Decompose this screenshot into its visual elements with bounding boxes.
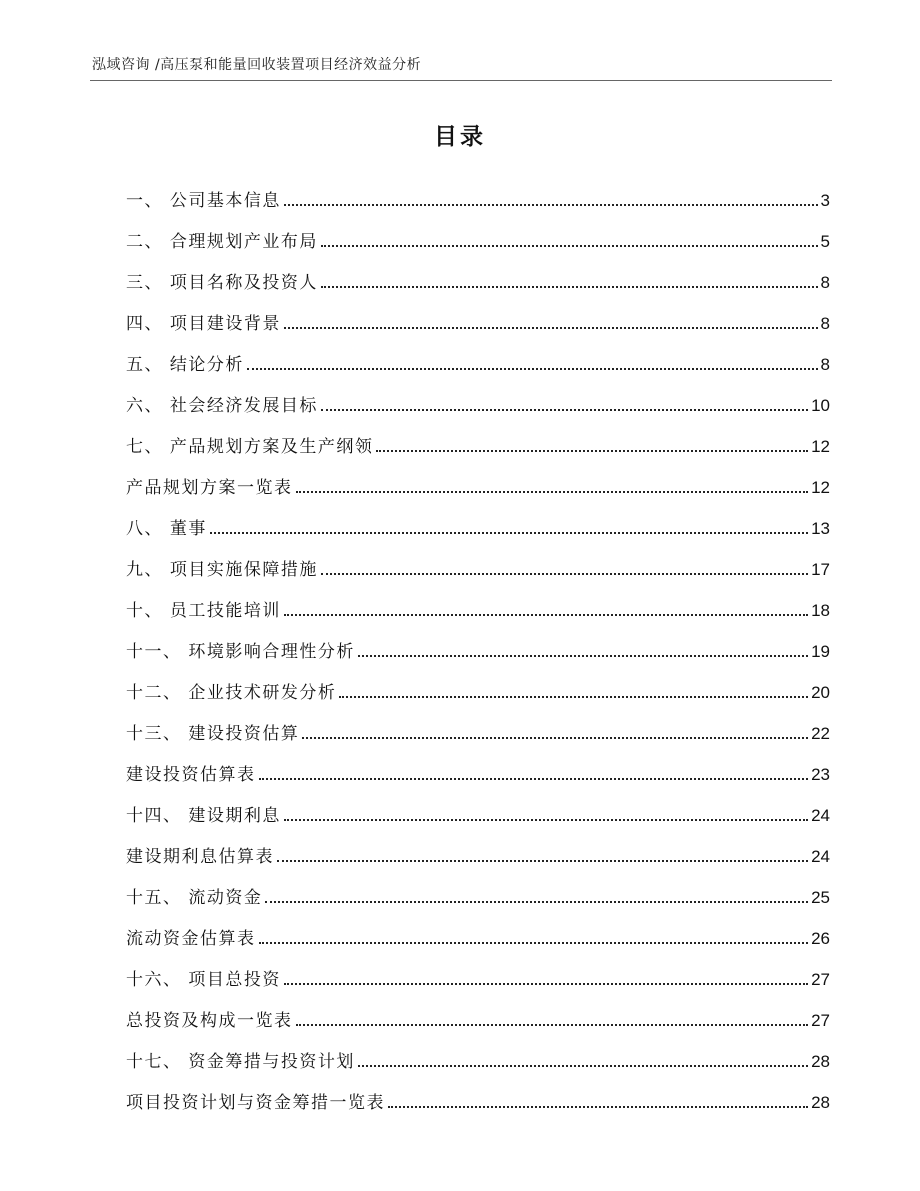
toc-leader-dots <box>388 1106 808 1108</box>
toc-leader-dots <box>284 327 818 329</box>
toc-entry-label: 十一、 环境影响合理性分析 <box>126 642 355 662</box>
toc-entry-label: 十、 员工技能培训 <box>126 601 281 621</box>
toc-entry-page: 27 <box>811 1011 830 1030</box>
toc-leader-dots <box>284 204 818 206</box>
toc-entry[interactable] <box>126 498 830 539</box>
toc-entry-page: 19 <box>811 642 830 661</box>
toc-entry-label: 八、 董事 <box>126 519 207 539</box>
toc-entry[interactable] <box>126 785 830 826</box>
toc-leader-dots <box>259 778 809 780</box>
toc-entry-page: 23 <box>811 765 830 784</box>
toc-entry-page: 24 <box>811 806 830 825</box>
toc-entry[interactable] <box>126 1031 830 1072</box>
toc-entry[interactable] <box>126 457 830 498</box>
toc-leader-dots <box>296 1024 809 1026</box>
toc-leader-dots <box>284 819 808 821</box>
toc-entry-page: 10 <box>811 396 830 415</box>
toc-entry-page: 12 <box>811 437 830 456</box>
toc-leader-dots <box>321 573 808 575</box>
toc-entry-page: 24 <box>811 847 830 866</box>
toc-leader-dots <box>321 286 818 288</box>
toc-entry-page: 25 <box>811 888 830 907</box>
toc-entry-label: 建设期利息估算表 <box>126 847 274 867</box>
toc-entry-label: 流动资金估算表 <box>126 929 256 949</box>
toc-leader-dots <box>284 983 808 985</box>
toc-entry-label: 十六、 项目总投资 <box>126 970 281 990</box>
header-divider <box>90 80 832 81</box>
toc-entry[interactable] <box>126 703 830 744</box>
toc-entry-label: 一、 公司基本信息 <box>126 191 281 211</box>
toc-entry-page: 3 <box>820 191 830 210</box>
toc-title: 目录 <box>434 124 486 150</box>
toc-entry-page: 13 <box>811 519 830 538</box>
toc-entry-page: 27 <box>811 970 830 989</box>
toc-entry[interactable] <box>126 252 830 293</box>
toc-entry[interactable] <box>126 908 830 949</box>
toc-entry-label: 建设投资估算表 <box>126 765 256 785</box>
toc-entry[interactable] <box>126 662 830 703</box>
toc-entry-label: 十七、 资金筹措与投资计划 <box>126 1052 355 1072</box>
toc-leader-dots <box>259 942 809 944</box>
toc-entry-label: 六、 社会经济发展目标 <box>126 396 318 416</box>
toc-leader-dots <box>358 1065 808 1067</box>
toc-entry-page: 12 <box>811 478 830 497</box>
toc-leader-dots <box>339 696 808 698</box>
toc-entry-label: 十五、 流动资金 <box>126 888 263 908</box>
toc-entry-page: 8 <box>820 273 830 292</box>
toc-entry[interactable] <box>126 990 830 1031</box>
toc-entry-label: 四、 项目建设背景 <box>126 314 281 334</box>
toc-leader-dots <box>210 532 808 534</box>
toc-leader-dots <box>358 655 808 657</box>
toc-entry[interactable] <box>126 867 830 908</box>
toc-entry-page: 28 <box>811 1052 830 1071</box>
toc-entry-label: 项目投资计划与资金筹措一览表 <box>126 1093 385 1113</box>
toc-entry-page: 26 <box>811 929 830 948</box>
toc-entry-label: 三、 项目名称及投资人 <box>126 273 318 293</box>
toc-entry-page: 22 <box>811 724 830 743</box>
toc-entry-page: 8 <box>820 355 830 374</box>
toc-entry[interactable] <box>126 375 830 416</box>
toc-entry[interactable] <box>126 826 830 867</box>
toc-entry-label: 二、 合理规划产业布局 <box>126 232 318 252</box>
toc-entry[interactable] <box>126 170 830 211</box>
toc-entry-label: 总投资及构成一览表 <box>126 1011 293 1031</box>
toc-entry[interactable] <box>126 744 830 785</box>
page-header: 泓域咨询 /高压泵和能量回收装置项目经济效益分析 <box>92 57 422 73</box>
toc-entry-page: 5 <box>820 232 830 251</box>
toc-entry-label: 九、 项目实施保障措施 <box>126 560 318 580</box>
toc-leader-dots <box>321 409 808 411</box>
toc-entry-page: 18 <box>811 601 830 620</box>
toc-entry[interactable] <box>126 621 830 662</box>
table-of-contents <box>126 170 830 1113</box>
toc-entry-label: 十三、 建设投资估算 <box>126 724 300 744</box>
toc-entry-page: 20 <box>811 683 830 702</box>
toc-leader-dots <box>376 450 808 452</box>
toc-entry[interactable] <box>126 1072 830 1113</box>
toc-entry[interactable] <box>126 539 830 580</box>
toc-entry[interactable] <box>126 293 830 334</box>
toc-leader-dots <box>247 368 818 370</box>
toc-leader-dots <box>284 614 808 616</box>
toc-leader-dots <box>302 737 808 739</box>
toc-entry-label: 十四、 建设期利息 <box>126 806 281 826</box>
toc-entry-label: 七、 产品规划方案及生产纲领 <box>126 437 374 457</box>
toc-entry[interactable] <box>126 949 830 990</box>
toc-leader-dots <box>296 491 809 493</box>
toc-entry[interactable] <box>126 580 830 621</box>
toc-entry[interactable] <box>126 416 830 457</box>
toc-entry-page: 17 <box>811 560 830 579</box>
toc-leader-dots <box>321 245 818 247</box>
toc-leader-dots <box>265 901 808 903</box>
toc-leader-dots <box>277 860 808 862</box>
toc-entry-label: 五、 结论分析 <box>126 355 244 375</box>
toc-entry[interactable] <box>126 211 830 252</box>
toc-entry-label: 产品规划方案一览表 <box>126 478 293 498</box>
toc-entry-page: 8 <box>820 314 830 333</box>
toc-entry-page: 28 <box>811 1093 830 1112</box>
toc-entry-label: 十二、 企业技术研发分析 <box>126 683 337 703</box>
toc-entry[interactable] <box>126 334 830 375</box>
